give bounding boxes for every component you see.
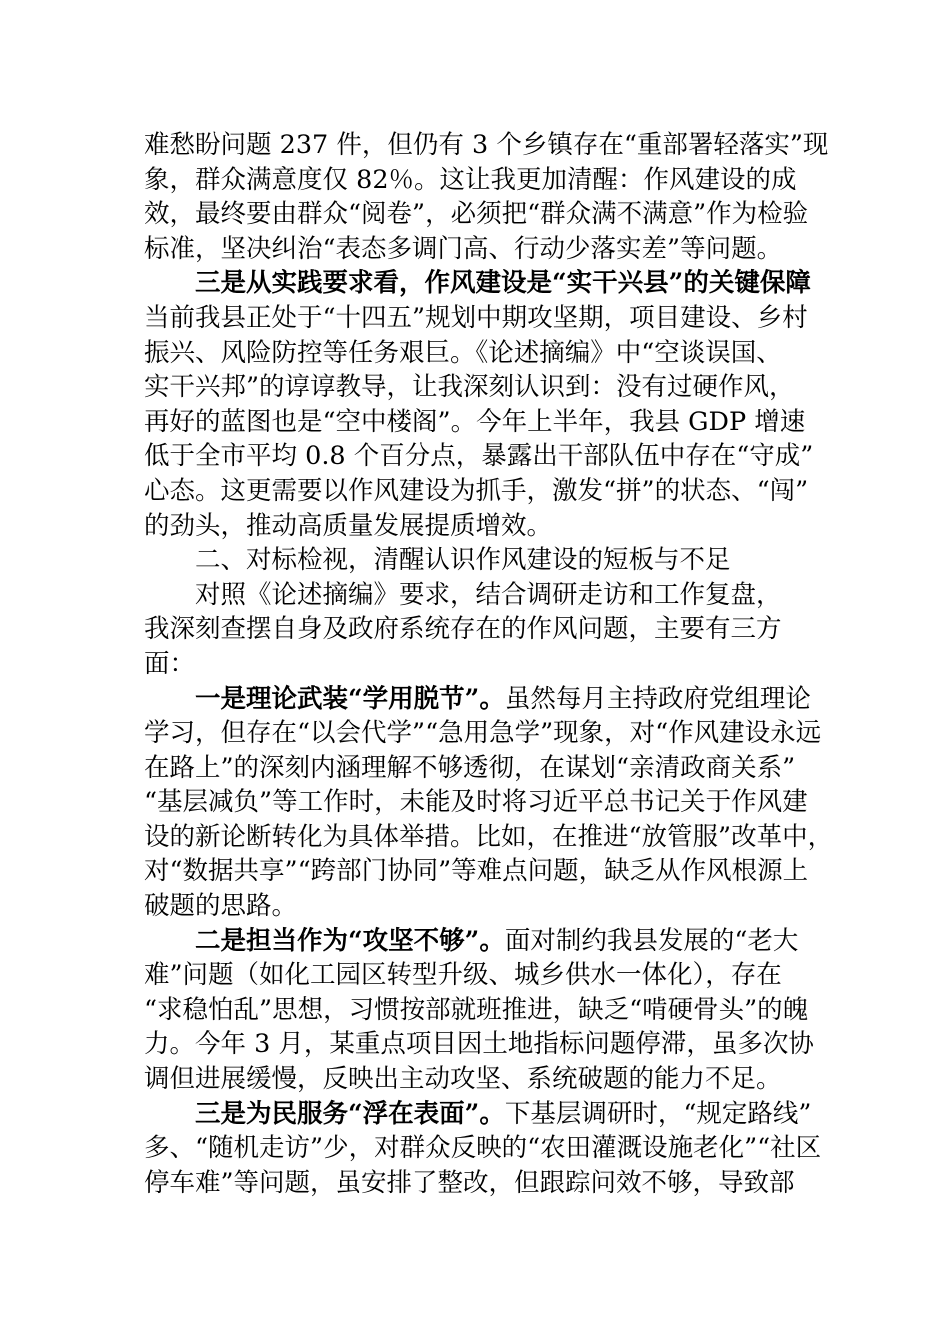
text-line: 象，群众满意度仅 82％。这让我更加清醒：作风建设的成 (144, 164, 797, 195)
text-line: 心态。这更需要以作风建设为抓手，激发“拼”的状态、“闯” (144, 475, 809, 506)
text-line: 难”问题（如化工园区转型升级、城乡供水一体化），存在 (144, 960, 782, 991)
text-line: 振兴、风险防控等任务艰巨。《论述摘编》中“空谈误国、 (144, 337, 782, 368)
line-rest: 虽然每月主持政府党组理论 (504, 683, 811, 714)
text-line: 停车难”等问题，虽安排了整改，但跟踪问效不够，导致部 (144, 1167, 795, 1198)
text-line: 效，最终要由群众“阅卷”，必须把“群众满不满意”作为检验 (144, 199, 809, 230)
line-rest: 下基层调研时，“规定路线” (504, 1098, 812, 1129)
section-title-line: 二、对标检视，清醒认识作风建设的短板与不足 (195, 545, 731, 576)
section-heading-line (144, 266, 824, 301)
text-line: 学习，但存在“以会代学”“急用急学”现象，对“作风建设永远 (144, 718, 822, 749)
bold-heading: 三是从实践要求看，作风建设是“实干兴县”的关键保障 (195, 268, 811, 299)
text-line: 破题的思路。 (144, 891, 298, 922)
text-line: 低于全市平均 0.8 个百分点，暴露出干部队伍中存在“守成” (144, 441, 814, 472)
text-line: 标准，坚决纠治“表态多调门高、行动少落实差”等问题。 (144, 233, 783, 264)
text-line: 我深刻查摆自身及政府系统存在的作风问题，主要有三方 (144, 614, 782, 645)
text-line: 再好的蓝图也是“空中楼阁”。今年上半年，我县 GDP 增速 (144, 406, 806, 437)
point-line (144, 924, 824, 959)
body-text (144, 128, 834, 1200)
line-rest: 面对制约我县发展的“老大 (504, 925, 799, 956)
point-line (144, 682, 824, 717)
bold-lead: 一是理论武装“学用脱节”。 (195, 683, 505, 714)
text-line: 面： (144, 648, 196, 679)
point-line (144, 1097, 824, 1132)
text-line: 设的新论断转化为具体举措。比如，在推进“放管服”改革中， (144, 821, 834, 852)
text-line: 对“数据共享”“跨部门协同”等难点问题，缺乏从作风根源上 (144, 856, 809, 887)
text-line: “求稳怕乱”思想，习惯按部就班推进，缺乏“啃硬骨头”的魄 (144, 994, 809, 1025)
text-line: 在路上”的深刻内涵理解不够透彻，在谋划“亲清政商关系” (144, 752, 796, 783)
text-line: 对照《论述摘编》要求，结合调研走访和工作复盘， (195, 579, 782, 610)
text-line: 的劲头，推动高质量发展提质增效。 (144, 510, 553, 541)
text-line: 当前我县正处于“十四五”规划中期攻坚期，项目建设、乡村 (144, 302, 808, 333)
text-line: 难愁盼问题 237 件，但仍有 3 个乡镇存在“重部署轻落实”现 (144, 130, 829, 160)
text-line: 实干兴邦”的谆谆教导，让我深刻认识到：没有过硬作风， (144, 372, 795, 403)
bold-lead: 三是为民服务“浮在表面”。 (195, 1098, 505, 1129)
text-line: 力。今年 3 月，某重点项目因土地指标问题停滞，虽多次协 (144, 1029, 814, 1060)
text-line: 多、“随机走访”少，对群众反映的“农田灌溉设施老化”“社区 (144, 1133, 822, 1164)
bold-lead: 二是担当作为“攻坚不够”。 (195, 925, 505, 956)
text-line: 调但进展缓慢，反映出主动攻坚、系统破题的能力不足。 (144, 1064, 782, 1095)
text-line: “基层减负”等工作时，未能及时将习近平总书记关于作风建 (144, 787, 808, 818)
